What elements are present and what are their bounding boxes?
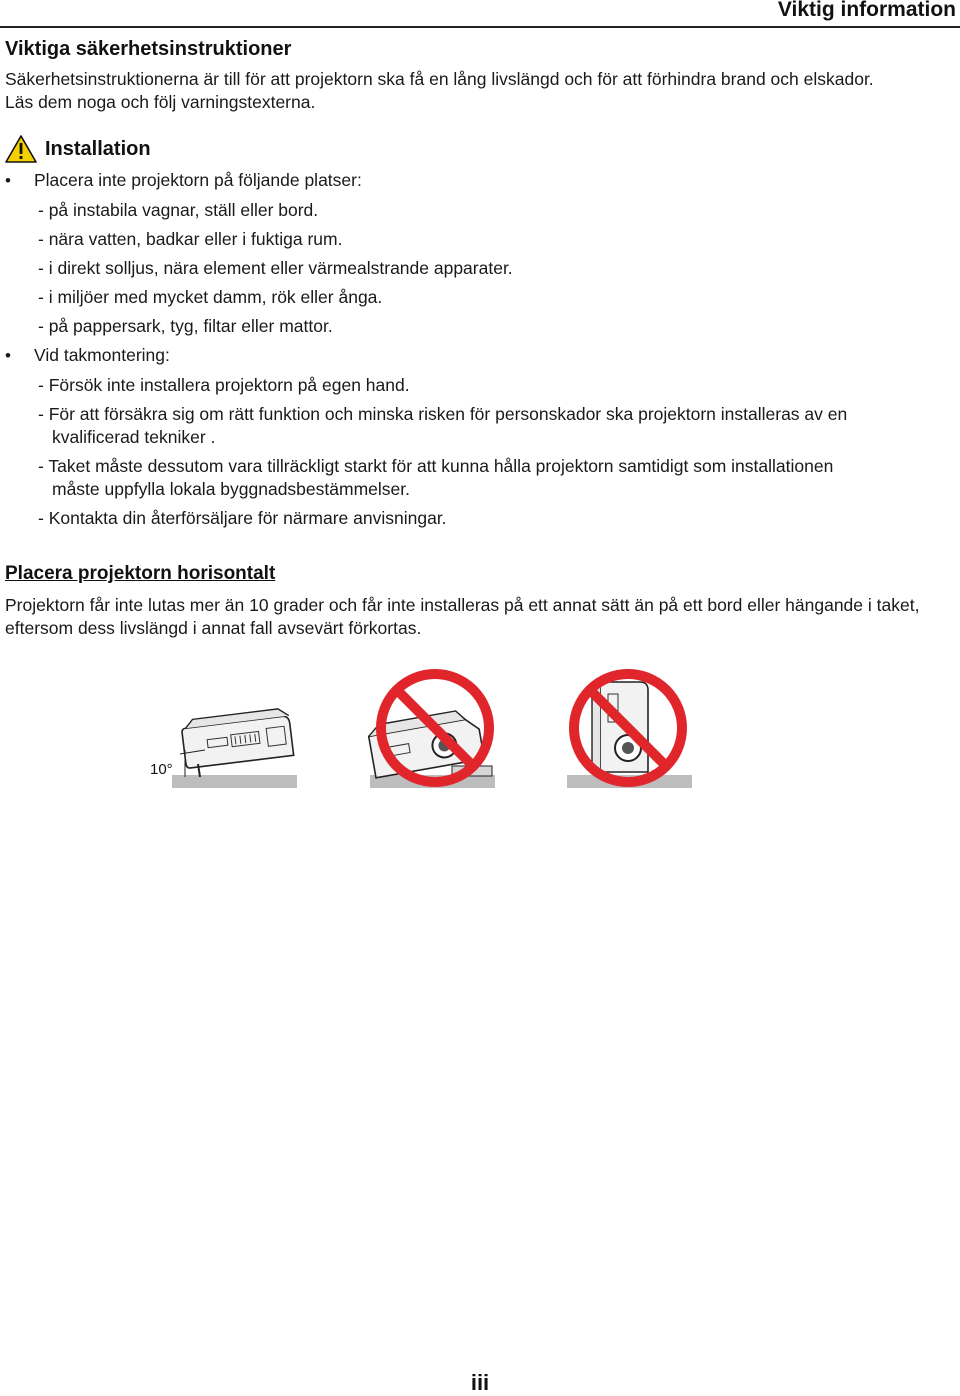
section-title-horizontal: Placera projektorn horisontalt [5,563,276,584]
bullet-icon: • [5,346,11,365]
safety-intro [5,68,955,114]
intro-line-2: Läs dem noga och följ varningstexterna. [5,92,316,112]
list-item: - nära vatten, badkar eller i fuktiga rum. [38,229,343,249]
horizontal-line-1: Projektorn får inte lutas mer än 10 grader och får inte installeras på ett annat sätt än på ett bord eller hängande i taket, [5,595,920,615]
horizontal-line-2: eftersom dess livslängd i annat fall avsevärt förkortas. [5,618,422,638]
list-item: - För att försäkra sig om rätt funktion och minska risken för personskador ska projektorn installeras av en [38,404,848,424]
projector-tilted [181,708,294,769]
list-item: - på pappersark, tyg, filtar eller mattor. [38,316,333,336]
installation-heading [5,134,151,164]
floor-surface [172,775,297,788]
bullet-icon: • [5,171,11,190]
list-item-continuation: kvalificerad tekniker . [52,427,216,447]
angle-label: 10° [150,761,173,778]
horizontal-paragraph [5,594,960,640]
list-item: - Taket måste dessutom vara tillräckligt starkt för att kunna hålla projektorn samtidigt som installationen [38,456,834,476]
placement-illustration [0,660,960,800]
sideways-tilt-prohibited-figure [367,674,495,788]
page-number: iii [470,1370,490,1395]
list-item: - i direkt solljus, nära element eller värmealstrande apparater. [38,258,513,278]
installation-title: Installation [45,137,151,160]
header-label: Viktig information [777,0,956,21]
section-title-safety: Viktiga säkerhetsinstruktioner [5,38,292,60]
vertical-prohibited-figure [567,674,692,788]
list-item-continuation: måste uppfylla lokala byggnadsbestämmelser. [52,479,410,499]
tilted-projector-figure [150,708,297,788]
list-item: - Kontakta din återförsäljare för närmare anvisningar. [38,508,447,528]
header-bar [0,0,960,28]
list-item: - på instabila vagnar, ställ eller bord. [38,200,319,220]
list-item: - i miljöer med mycket damm, rök eller ånga. [38,287,383,307]
intro-line-1: Säkerhetsinstruktionerna är till för att projektorn ska få en lång livslängd och för att förhindra brand och elskador. [5,69,874,89]
warning-icon [5,135,37,163]
list-item: - Försök inte installera projektorn på egen hand. [38,375,410,395]
bullet-placement: Placera inte projektorn på följande platser: [34,170,362,190]
bullet-ceiling: Vid takmontering: [34,345,170,365]
